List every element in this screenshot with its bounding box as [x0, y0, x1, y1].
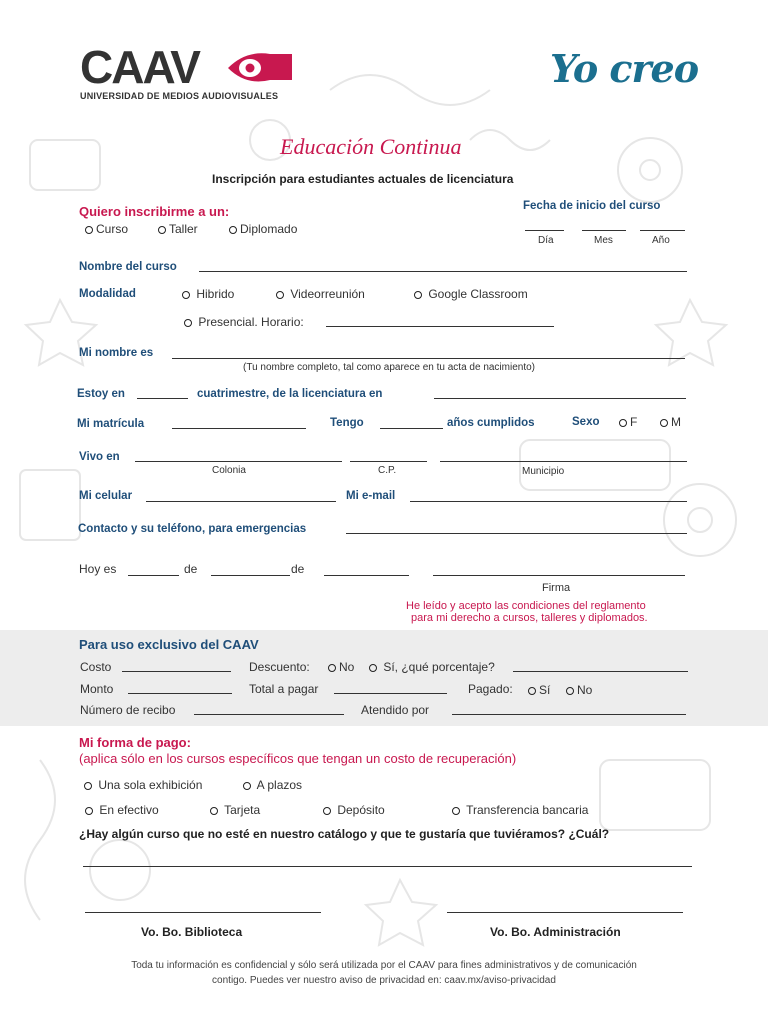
logo-subtitle: UNIVERSIDAD DE MEDIOS AUDIOVISUALES [80, 91, 279, 101]
today-day-field[interactable] [128, 575, 179, 576]
semester-label: Estoy en [77, 388, 125, 400]
day-field[interactable] [525, 230, 564, 231]
form-subtitle: Inscripción para estudiantes actuales de licenciatura [212, 172, 514, 186]
radio-single-payment[interactable]: Una sola exhibición [84, 778, 202, 792]
logo-wordmark: CAAV [80, 41, 199, 93]
payment-title: Mi forma de pago: [79, 735, 191, 750]
enrollment-id-field[interactable] [172, 428, 306, 429]
total-field[interactable] [334, 693, 447, 694]
discount-label: Descuento: [249, 660, 310, 674]
colonia-field[interactable] [135, 461, 342, 462]
name-label: Mi nombre es [79, 347, 154, 359]
radio-icon [369, 664, 377, 672]
radio-deposit[interactable]: Depósito [323, 803, 385, 817]
radio-icon [210, 807, 218, 815]
radio-card[interactable]: Tarjeta [210, 803, 260, 817]
name-hint: (Tu nombre completo, tal como aparece en tu acta de nacimiento) [243, 362, 536, 373]
course-suggestion-question: ¿Hay algún curso que no esté en nuestro catálogo y que te gustaría que tuviéramos? ¿Cuál? [79, 827, 610, 841]
radio-icon [528, 687, 536, 695]
cp-caption: C.P. [378, 465, 397, 476]
radio-icon [158, 226, 166, 234]
radio-videorreunion[interactable]: Videorreunión [276, 287, 365, 301]
schedule-field[interactable] [326, 326, 554, 327]
de-label-1: de [184, 562, 198, 576]
today-year-field[interactable] [324, 575, 409, 576]
library-signature-caption: Vo. Bo. Biblioteca [141, 925, 243, 939]
radio-icon [660, 419, 668, 427]
radio-icon [619, 419, 627, 427]
name-field[interactable] [172, 358, 685, 359]
degree-field[interactable] [434, 398, 686, 399]
cost-label: Costo [80, 660, 112, 674]
course-suggestion-field[interactable] [83, 866, 692, 867]
privacy-footer-line-1: Toda tu información es confidencial y sólo será utilizada por el CAAV para fines administrativos y de comunicación [131, 960, 637, 971]
radio-transfer[interactable]: Transferencia bancaria [452, 803, 588, 817]
receipt-label: Número de recibo [80, 703, 176, 717]
today-month-field[interactable] [211, 575, 290, 576]
radio-diplomado[interactable]: Diplomado [229, 222, 297, 236]
radio-icon [85, 807, 93, 815]
receipt-field[interactable] [194, 714, 344, 715]
paid-label: Pagado: [468, 682, 513, 696]
radio-discount-no[interactable]: No [328, 660, 354, 674]
municipio-caption: Municipio [522, 466, 565, 477]
cp-field[interactable] [350, 461, 427, 462]
library-signature-field[interactable] [85, 912, 321, 913]
emergency-field[interactable] [346, 533, 687, 534]
colonia-caption: Colonia [212, 465, 246, 476]
discount-percent-field[interactable] [513, 671, 688, 672]
enroll-label: Quiero inscribirme a un: [79, 204, 230, 219]
attended-label: Atendido por [361, 703, 430, 717]
radio-icon [566, 687, 574, 695]
attended-field[interactable] [452, 714, 686, 715]
age-field[interactable] [380, 428, 443, 429]
start-date-label: Fecha de inicio del curso [523, 200, 661, 212]
logo-eye-icon [226, 50, 294, 86]
address-label: Vivo en [79, 451, 120, 463]
radio-discount-yes[interactable]: Sí, ¿qué porcentaje? [369, 660, 495, 674]
admin-signature-field[interactable] [447, 912, 683, 913]
radio-presencial[interactable]: Presencial. Horario: [184, 315, 304, 329]
phone-label: Mi celular [79, 490, 133, 502]
office-title: Para uso exclusivo del CAAV [79, 637, 259, 652]
sex-label: Sexo [572, 416, 600, 428]
cost-field[interactable] [122, 671, 231, 672]
radio-icon [182, 291, 190, 299]
radio-sex-f[interactable]: F [619, 415, 637, 429]
enrollment-id-label: Mi matrícula [77, 418, 145, 430]
amount-field[interactable] [128, 693, 232, 694]
consent-line-2: para mi derecho a cursos, talleres y diplomados. [411, 612, 648, 624]
modality-label: Modalidad [79, 288, 136, 300]
radio-paid-no[interactable]: No [566, 683, 592, 697]
signature-caption: Firma [542, 582, 571, 594]
admin-signature-caption: Vo. Bo. Administración [490, 925, 621, 939]
radio-hibrido[interactable]: Hibrido [182, 287, 234, 301]
radio-taller[interactable]: Taller [158, 222, 198, 236]
radio-icon [184, 319, 192, 327]
email-field[interactable] [410, 501, 687, 502]
radio-icon [452, 807, 460, 815]
radio-icon [328, 664, 336, 672]
amount-label: Monto [80, 682, 114, 696]
degree-label: cuatrimestre, de la licenciatura en [197, 388, 383, 400]
today-label: Hoy es [79, 562, 117, 576]
radio-sex-m[interactable]: M [660, 415, 681, 429]
de-label-2: de [291, 562, 305, 576]
payment-note: (aplica sólo en los cursos específicos que tengan un costo de recuperación) [79, 751, 517, 766]
consent-line-1: He leído y acepto las condiciones del reglamento [406, 600, 646, 612]
slogan: Yo creo [550, 46, 699, 91]
month-field[interactable] [582, 230, 626, 231]
radio-icon [229, 226, 237, 234]
radio-icon [323, 807, 331, 815]
radio-icon [276, 291, 284, 299]
email-label: Mi e-mail [346, 490, 396, 502]
month-caption: Mes [594, 235, 613, 246]
age-suffix: años cumplidos [447, 417, 535, 429]
radio-icon [85, 226, 93, 234]
course-name-label: Nombre del curso [79, 261, 177, 273]
form-title: Educación Continua [280, 134, 462, 159]
radio-curso[interactable]: Curso [85, 222, 128, 236]
radio-icon [414, 291, 422, 299]
year-field[interactable] [640, 230, 685, 231]
radio-icon [243, 782, 251, 790]
radio-google-classroom[interactable]: Google Classroom [414, 287, 528, 301]
semester-field[interactable] [137, 398, 188, 399]
day-caption: Día [538, 235, 554, 246]
age-label: Tengo [330, 417, 364, 429]
year-caption: Año [652, 235, 670, 246]
course-name-field[interactable] [199, 271, 687, 272]
signature-field[interactable] [433, 575, 685, 576]
emergency-label: Contacto y su teléfono, para emergencias [78, 523, 307, 535]
privacy-footer-line-2: contigo. Puedes ver nuestro aviso de privacidad en: caav.mx/aviso-privacidad [212, 975, 556, 986]
municipio-field[interactable] [440, 461, 687, 462]
radio-installments[interactable]: A plazos [243, 778, 302, 792]
total-label: Total a pagar [249, 682, 319, 696]
radio-cash[interactable]: En efectivo [85, 803, 159, 817]
caav-logo [80, 41, 295, 106]
radio-icon [84, 782, 92, 790]
radio-paid-yes[interactable]: Sí [528, 683, 550, 697]
phone-field[interactable] [146, 501, 336, 502]
